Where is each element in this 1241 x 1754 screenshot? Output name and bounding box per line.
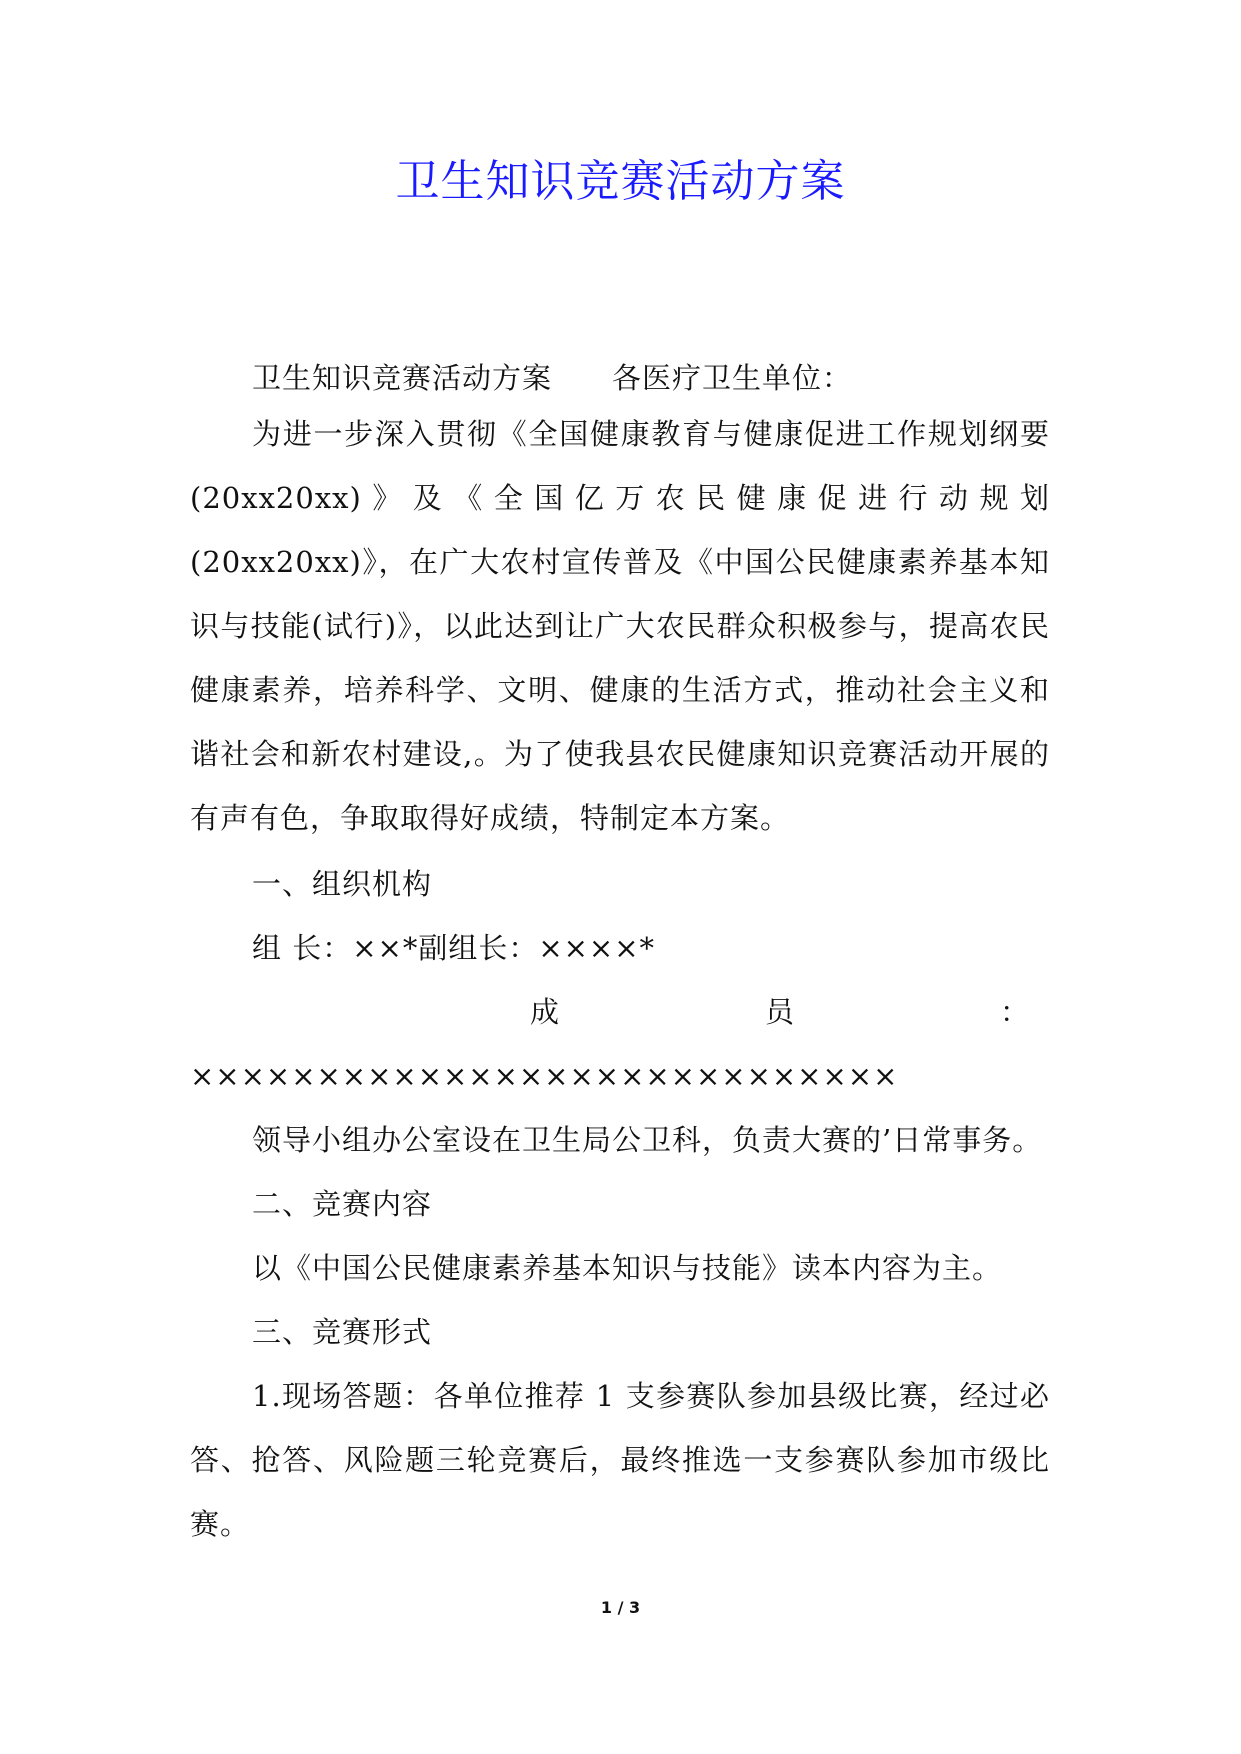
members-block	[190, 980, 1050, 1108]
members-label-row	[190, 980, 1050, 1044]
document-body	[190, 346, 1050, 410]
members-colon: ：	[999, 995, 1030, 1029]
paragraph-1: 为进一步深入贯彻《全国健康教育与健康促进工作规划纲要(20xx20xx)》及《全国亿万农民健康促进行动规划(20xx20xx)》，在广大农村宣传普及《中国公民健康素养基本知识与技能(试行)》，以此达到让广大农民群众积极参与，提高农民健康素养，培养科学、文明、健康的生活方式，推动社会主义和谐社会和新农村建设,。为了使我县农民健康知识竞赛活动开展的有声有色，争取取得好成绩，特制定本方案。	[190, 417, 1050, 835]
page-number: 1 / 3	[600, 1598, 641, 1617]
leader-line: 组 长：××*副组长：××××*	[252, 931, 656, 965]
form-item-1: 1.现场答题：各单位推荐 1 支参赛队参加县级比赛，经过必答、抢答、风险题三轮竞赛后，最终推选一支参赛队参加市级比赛。	[190, 1379, 1050, 1541]
intro-right: 各医疗卫生单位：	[612, 361, 853, 395]
members-char-2: 员	[764, 995, 795, 1029]
content-line: 以《中国公民健康素养基本知识与技能》读本内容为主。	[252, 1251, 1003, 1285]
section-1-heading: 一、组织机构	[252, 867, 433, 901]
members-names: ××××××××××××××××××××××××××××	[190, 1059, 899, 1093]
members-char-1: 成	[530, 995, 561, 1029]
section-2-3-block	[190, 1108, 1050, 1556]
office-line: 领导小组办公室设在卫生局公卫科，负责大赛的’日常事务。	[252, 1123, 1043, 1157]
paragraph-1-block	[190, 402, 1050, 850]
document-title: 卫生知识竞赛活动方案	[395, 156, 846, 207]
section-2-heading: 二、竞赛内容	[252, 1187, 433, 1221]
section-3-heading: 三、竞赛形式	[252, 1315, 433, 1349]
intro-line	[190, 346, 1050, 410]
intro-left: 卫生知识竞赛活动方案	[252, 361, 553, 395]
section-1-block	[190, 852, 1050, 980]
